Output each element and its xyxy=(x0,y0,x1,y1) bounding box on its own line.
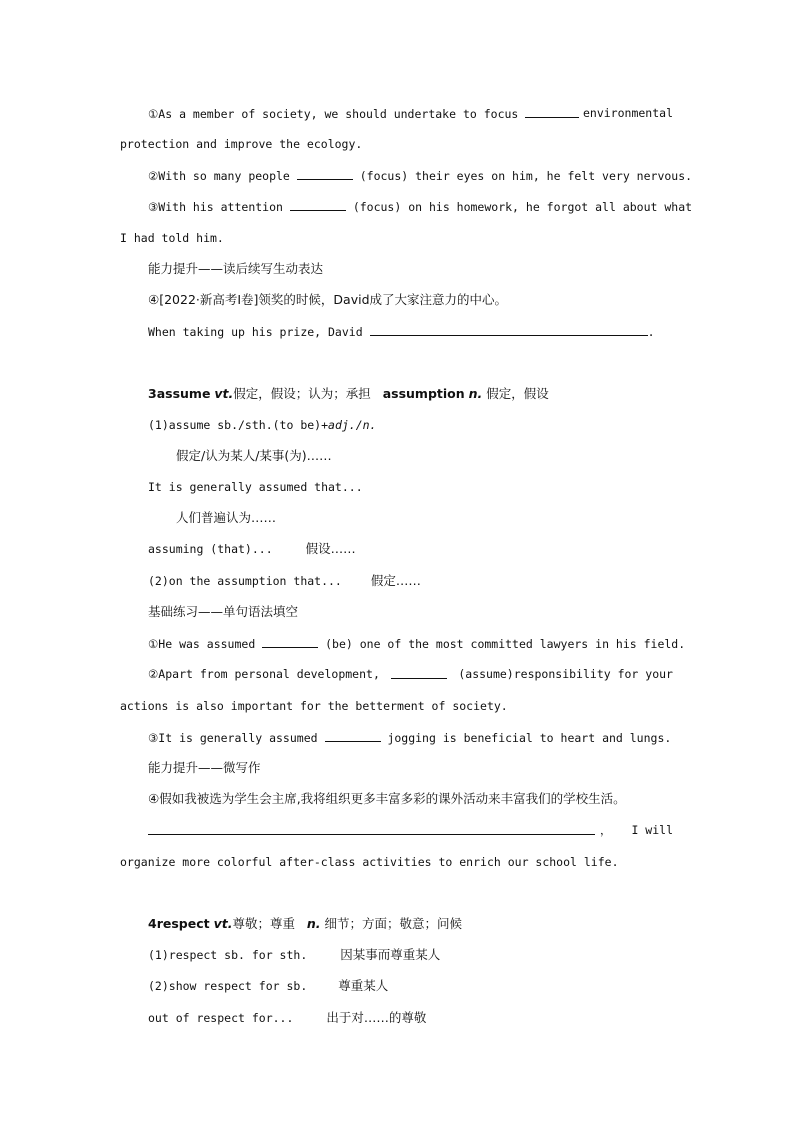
vocab-entry-respect: 4respect vt.尊敬；尊重 n. 细节；方面；敬意；问候 xyxy=(148,916,463,931)
answer-blank[interactable] xyxy=(325,729,381,742)
exercise-line xyxy=(148,105,673,122)
answer-blank[interactable] xyxy=(290,198,346,211)
exercise-text: ①As a member of society, we should undertake to focus xyxy=(148,107,519,121)
exercise-line: ④[2022·新高考Ⅰ卷]领奖的时候，David成了大家注意力的中心。 xyxy=(148,292,508,307)
section-heading: 能力提升——读后续写生动表达 xyxy=(148,261,324,276)
usage-line: (2)on the assumption that... 假定…… xyxy=(148,573,421,588)
answer-blank[interactable] xyxy=(297,167,353,180)
usage-line: It is generally assumed that... xyxy=(148,480,363,494)
vocab-entry-assume: 3assume vt.假定，假设；认为；承担 assumption n. 假定，假设 xyxy=(148,386,549,401)
exercise-text: environmental xyxy=(582,106,673,120)
usage-line: (1)assume sb./sth.(to be)+adj./n. xyxy=(148,418,377,432)
section-heading: 能力提升——微写作 xyxy=(148,760,261,775)
exercise-line: ③With his attention (focus) on his homework, he forgot all about what xyxy=(148,200,693,214)
section-heading: 基础练习——单句语法填空 xyxy=(148,604,299,619)
exercise-line: actions is also important for the betterment of society. xyxy=(120,699,508,713)
exercise-line: protection and improve the ecology. xyxy=(120,137,363,151)
usage-line: (1)respect sb. for sth. 因某事而尊重某人 xyxy=(148,947,441,962)
usage-translation: 人们普遍认为…… xyxy=(176,510,277,525)
answer-blank[interactable] xyxy=(148,822,595,835)
usage-line: out of respect for... 出于对……的尊敬 xyxy=(148,1010,427,1025)
answer-blank[interactable] xyxy=(262,635,318,648)
exercise-line: When taking up his prize, David . xyxy=(148,325,655,339)
exercise-line: organize more colorful after-class activities to enrich our school life. xyxy=(120,855,619,869)
usage-translation: 假定/认为某人/某事(为)…… xyxy=(176,448,332,463)
exercise-line: ②Apart from personal development, (assume)responsibility for your xyxy=(148,667,673,681)
exercise-line: ③It is generally assumed jogging is beneficial to heart and lungs. xyxy=(148,731,672,745)
answer-blank[interactable] xyxy=(525,105,579,118)
exercise-line: ①He was assumed (be) one of the most committed lawyers in his field. xyxy=(148,637,686,651)
exercise-line: I had told him. xyxy=(120,231,224,245)
answer-blank[interactable] xyxy=(391,666,447,679)
answer-blank[interactable] xyxy=(370,323,648,336)
usage-line: (2)show respect for sb. 尊重某人 xyxy=(148,978,389,993)
exercise-line: ②With so many people (focus) their eyes on him, he felt very nervous. xyxy=(148,169,693,183)
exercise-line: ， I will xyxy=(148,822,673,839)
usage-line: assuming (that)... 假设…… xyxy=(148,541,356,556)
exercise-line: ④假如我被选为学生会主席,我将组织更多丰富多彩的课外活动来丰富我们的学校生活。 xyxy=(148,791,626,806)
